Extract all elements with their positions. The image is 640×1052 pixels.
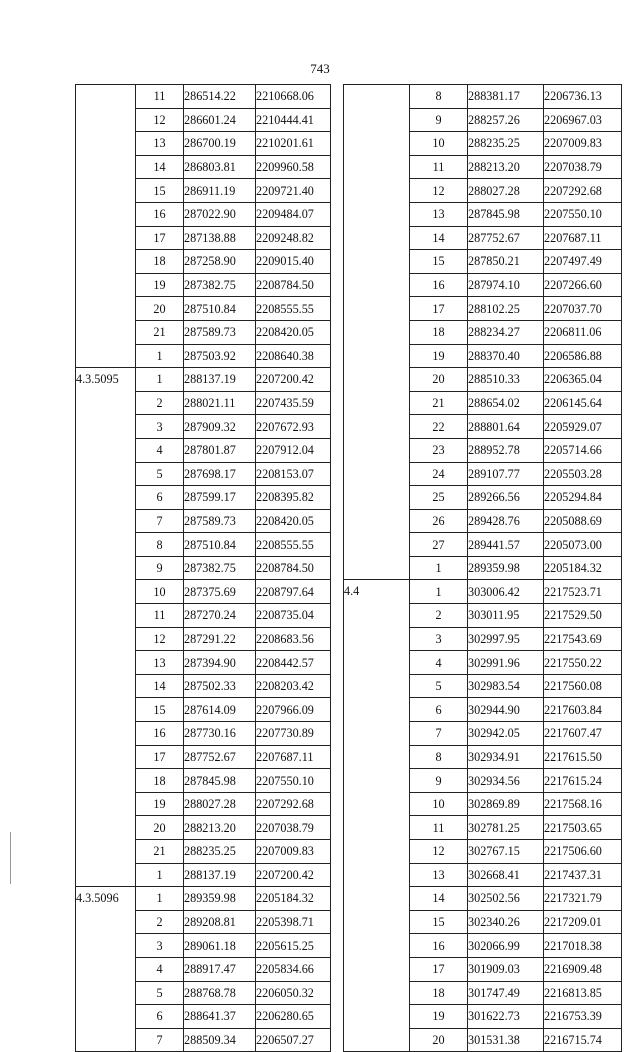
y-coordinate: 2217615.24 — [544, 769, 622, 793]
y-coordinate: 2207009.83 — [256, 840, 331, 864]
point-number: 16 — [410, 273, 468, 297]
y-coordinate: 2209484.07 — [256, 202, 331, 226]
point-number: 1 — [410, 556, 468, 580]
section-label: 4.3.5096 — [76, 887, 136, 1052]
y-coordinate: 2208735.04 — [256, 604, 331, 628]
point-number: 12 — [136, 108, 184, 132]
section-label — [344, 85, 410, 580]
y-coordinate: 2217560.08 — [544, 674, 622, 698]
y-coordinate: 2208153.07 — [256, 462, 331, 486]
point-number: 3 — [136, 934, 184, 958]
y-coordinate: 2207200.42 — [256, 368, 331, 392]
point-number: 12 — [410, 179, 468, 203]
x-coordinate: 286601.24 — [184, 108, 256, 132]
y-coordinate: 2206507.27 — [256, 1028, 331, 1052]
y-coordinate: 2205184.32 — [544, 556, 622, 580]
x-coordinate: 288235.25 — [468, 132, 544, 156]
point-number: 11 — [410, 155, 468, 179]
y-coordinate: 2208442.57 — [256, 651, 331, 675]
x-coordinate: 302340.26 — [468, 910, 544, 934]
point-number: 16 — [410, 934, 468, 958]
x-coordinate: 287382.75 — [184, 273, 256, 297]
point-number: 7 — [410, 722, 468, 746]
point-number: 20 — [136, 297, 184, 321]
x-coordinate: 301531.38 — [468, 1028, 544, 1052]
x-coordinate: 287270.24 — [184, 604, 256, 628]
point-number: 15 — [410, 910, 468, 934]
point-number: 3 — [136, 415, 184, 439]
point-number: 18 — [136, 769, 184, 793]
y-coordinate: 2207037.70 — [544, 297, 622, 321]
y-coordinate: 2208395.82 — [256, 486, 331, 510]
page-number: 743 — [310, 61, 330, 76]
point-number: 25 — [410, 486, 468, 510]
x-coordinate: 288213.20 — [184, 816, 256, 840]
x-coordinate: 287752.67 — [184, 745, 256, 769]
point-number: 13 — [410, 202, 468, 226]
point-number: 20 — [136, 816, 184, 840]
point-number: 18 — [410, 320, 468, 344]
point-number: 2 — [136, 910, 184, 934]
point-number: 15 — [136, 698, 184, 722]
y-coordinate: 2207009.83 — [544, 132, 622, 156]
y-coordinate: 2209015.40 — [256, 250, 331, 274]
point-number: 16 — [136, 722, 184, 746]
point-number: 10 — [136, 580, 184, 604]
y-coordinate: 2207200.42 — [256, 863, 331, 887]
point-number: 24 — [410, 462, 468, 486]
x-coordinate: 287599.17 — [184, 486, 256, 510]
point-number: 2 — [136, 391, 184, 415]
x-coordinate: 287138.88 — [184, 226, 256, 250]
x-coordinate: 302934.56 — [468, 769, 544, 793]
y-coordinate: 2217503.65 — [544, 816, 622, 840]
y-coordinate: 2208555.55 — [256, 297, 331, 321]
y-coordinate: 2207497.49 — [544, 250, 622, 274]
x-coordinate: 288027.28 — [468, 179, 544, 203]
x-coordinate: 302767.15 — [468, 840, 544, 864]
x-coordinate: 287022.90 — [184, 202, 256, 226]
coordinates-table-left — [75, 84, 331, 1052]
point-number: 3 — [410, 627, 468, 651]
point-number: 14 — [410, 887, 468, 911]
point-number: 20 — [410, 368, 468, 392]
point-number: 7 — [136, 509, 184, 533]
y-coordinate: 2206145.64 — [544, 391, 622, 415]
section-label: 4.4 — [344, 580, 410, 1052]
x-coordinate: 303006.42 — [468, 580, 544, 604]
coordinates-table-right — [343, 84, 622, 1052]
x-coordinate: 287850.21 — [468, 250, 544, 274]
point-number: 5 — [136, 462, 184, 486]
point-number: 14 — [136, 674, 184, 698]
x-coordinate: 288509.34 — [184, 1028, 256, 1052]
x-coordinate: 288027.28 — [184, 792, 256, 816]
table-row — [76, 368, 331, 392]
x-coordinate: 288137.19 — [184, 368, 256, 392]
y-coordinate: 2216715.74 — [544, 1028, 622, 1052]
point-number: 11 — [410, 816, 468, 840]
point-number: 4 — [410, 651, 468, 675]
x-coordinate: 286803.81 — [184, 155, 256, 179]
x-coordinate: 288137.19 — [184, 863, 256, 887]
y-coordinate: 2217209.01 — [544, 910, 622, 934]
x-coordinate: 286514.22 — [184, 85, 256, 109]
y-coordinate: 2210201.61 — [256, 132, 331, 156]
point-number: 26 — [410, 509, 468, 533]
point-number: 23 — [410, 438, 468, 462]
y-coordinate: 2205929.07 — [544, 415, 622, 439]
y-coordinate: 2207292.68 — [256, 792, 331, 816]
x-coordinate: 287974.10 — [468, 273, 544, 297]
table-row — [76, 85, 331, 109]
y-coordinate: 2207038.79 — [544, 155, 622, 179]
x-coordinate: 301909.03 — [468, 957, 544, 981]
point-number: 5 — [410, 674, 468, 698]
point-number: 9 — [136, 556, 184, 580]
x-coordinate: 289441.57 — [468, 533, 544, 557]
y-coordinate: 2216753.39 — [544, 1005, 622, 1029]
y-coordinate: 2210444.41 — [256, 108, 331, 132]
x-coordinate: 302942.05 — [468, 722, 544, 746]
point-number: 22 — [410, 415, 468, 439]
x-coordinate: 302934.91 — [468, 745, 544, 769]
y-coordinate: 2206967.03 — [544, 108, 622, 132]
y-coordinate: 2207687.11 — [544, 226, 622, 250]
x-coordinate: 288952.78 — [468, 438, 544, 462]
x-coordinate: 288213.20 — [468, 155, 544, 179]
x-coordinate: 287382.75 — [184, 556, 256, 580]
point-number: 20 — [410, 1028, 468, 1052]
y-coordinate: 2207550.10 — [544, 202, 622, 226]
point-number: 14 — [136, 155, 184, 179]
point-number: 4 — [136, 957, 184, 981]
point-number: 12 — [136, 627, 184, 651]
point-number: 21 — [410, 391, 468, 415]
x-coordinate: 288641.37 — [184, 1005, 256, 1029]
point-number: 11 — [136, 85, 184, 109]
y-coordinate: 2208784.50 — [256, 556, 331, 580]
y-coordinate: 2206736.13 — [544, 85, 622, 109]
y-coordinate: 2208420.05 — [256, 320, 331, 344]
y-coordinate: 2208797.64 — [256, 580, 331, 604]
x-coordinate: 302944.90 — [468, 698, 544, 722]
x-coordinate: 288021.11 — [184, 391, 256, 415]
table-row — [76, 887, 331, 911]
y-coordinate: 2208784.50 — [256, 273, 331, 297]
x-coordinate: 287258.90 — [184, 250, 256, 274]
point-number: 7 — [136, 1028, 184, 1052]
y-coordinate: 2206050.32 — [256, 981, 331, 1005]
x-coordinate: 289428.76 — [468, 509, 544, 533]
x-coordinate: 288257.26 — [468, 108, 544, 132]
y-coordinate: 2205184.32 — [256, 887, 331, 911]
y-coordinate: 2205088.69 — [544, 509, 622, 533]
x-coordinate: 287698.17 — [184, 462, 256, 486]
y-coordinate: 2217523.71 — [544, 580, 622, 604]
y-coordinate: 2208683.56 — [256, 627, 331, 651]
y-coordinate: 2207266.60 — [544, 273, 622, 297]
y-coordinate: 2217506.60 — [544, 840, 622, 864]
point-number: 10 — [410, 132, 468, 156]
x-coordinate: 289061.18 — [184, 934, 256, 958]
section-label: 4.3.5095 — [76, 368, 136, 887]
x-coordinate: 287394.90 — [184, 651, 256, 675]
point-number: 13 — [410, 863, 468, 887]
y-coordinate: 2207966.09 — [256, 698, 331, 722]
x-coordinate: 287730.16 — [184, 722, 256, 746]
y-coordinate: 2207550.10 — [256, 769, 331, 793]
x-coordinate: 286700.19 — [184, 132, 256, 156]
x-coordinate: 287503.92 — [184, 344, 256, 368]
x-coordinate: 287589.73 — [184, 509, 256, 533]
point-number: 17 — [136, 226, 184, 250]
point-number: 14 — [410, 226, 468, 250]
y-coordinate: 2207435.59 — [256, 391, 331, 415]
y-coordinate: 2209960.58 — [256, 155, 331, 179]
y-coordinate: 2217615.50 — [544, 745, 622, 769]
y-coordinate: 2207672.93 — [256, 415, 331, 439]
x-coordinate: 302991.96 — [468, 651, 544, 675]
y-coordinate: 2216813.85 — [544, 981, 622, 1005]
point-number: 1 — [136, 887, 184, 911]
y-coordinate: 2205503.28 — [544, 462, 622, 486]
y-coordinate: 2205615.25 — [256, 934, 331, 958]
x-coordinate: 287909.32 — [184, 415, 256, 439]
point-number: 16 — [136, 202, 184, 226]
y-coordinate: 2208203.42 — [256, 674, 331, 698]
x-coordinate: 302781.25 — [468, 816, 544, 840]
point-number: 19 — [136, 273, 184, 297]
x-coordinate: 289107.77 — [468, 462, 544, 486]
x-coordinate: 302502.56 — [468, 887, 544, 911]
x-coordinate: 287510.84 — [184, 297, 256, 321]
point-number: 6 — [136, 486, 184, 510]
x-coordinate: 302066.99 — [468, 934, 544, 958]
point-number: 18 — [136, 250, 184, 274]
y-coordinate: 2217529.50 — [544, 604, 622, 628]
x-coordinate: 289208.81 — [184, 910, 256, 934]
point-number: 11 — [136, 604, 184, 628]
y-coordinate: 2217607.47 — [544, 722, 622, 746]
x-coordinate: 287845.98 — [184, 769, 256, 793]
point-number: 27 — [410, 533, 468, 557]
point-number: 19 — [410, 1005, 468, 1029]
point-number: 15 — [136, 179, 184, 203]
y-coordinate: 2217543.69 — [544, 627, 622, 651]
y-coordinate: 2206586.88 — [544, 344, 622, 368]
y-coordinate: 2217437.31 — [544, 863, 622, 887]
section-label — [76, 85, 136, 368]
x-coordinate: 302983.54 — [468, 674, 544, 698]
point-number: 1 — [410, 580, 468, 604]
x-coordinate: 301747.49 — [468, 981, 544, 1005]
x-coordinate: 302668.41 — [468, 863, 544, 887]
y-coordinate: 2217550.22 — [544, 651, 622, 675]
x-coordinate: 302997.95 — [468, 627, 544, 651]
x-coordinate: 288235.25 — [184, 840, 256, 864]
y-coordinate: 2217321.79 — [544, 887, 622, 911]
point-number: 13 — [136, 132, 184, 156]
table-row — [344, 85, 622, 109]
point-number: 1 — [136, 368, 184, 392]
x-coordinate: 289359.98 — [184, 887, 256, 911]
x-coordinate: 287614.09 — [184, 698, 256, 722]
point-number: 5 — [136, 981, 184, 1005]
y-coordinate: 2205073.00 — [544, 533, 622, 557]
point-number: 19 — [410, 344, 468, 368]
point-number: 12 — [410, 840, 468, 864]
y-coordinate: 2205294.84 — [544, 486, 622, 510]
x-coordinate: 287752.67 — [468, 226, 544, 250]
y-coordinate: 2207730.89 — [256, 722, 331, 746]
point-number: 21 — [136, 840, 184, 864]
x-coordinate: 287845.98 — [468, 202, 544, 226]
y-coordinate: 2210668.06 — [256, 85, 331, 109]
x-coordinate: 288917.47 — [184, 957, 256, 981]
y-coordinate: 2206280.65 — [256, 1005, 331, 1029]
point-number: 17 — [410, 957, 468, 981]
y-coordinate: 2209721.40 — [256, 179, 331, 203]
point-number: 19 — [136, 792, 184, 816]
x-coordinate: 287510.84 — [184, 533, 256, 557]
y-coordinate: 2206811.06 — [544, 320, 622, 344]
y-coordinate: 2208555.55 — [256, 533, 331, 557]
y-coordinate: 2209248.82 — [256, 226, 331, 250]
x-coordinate: 287589.73 — [184, 320, 256, 344]
y-coordinate: 2206365.04 — [544, 368, 622, 392]
x-coordinate: 288370.40 — [468, 344, 544, 368]
y-coordinate: 2208640.38 — [256, 344, 331, 368]
x-coordinate: 288654.02 — [468, 391, 544, 415]
point-number: 13 — [136, 651, 184, 675]
x-coordinate: 289266.56 — [468, 486, 544, 510]
y-coordinate: 2208420.05 — [256, 509, 331, 533]
y-coordinate: 2217603.84 — [544, 698, 622, 722]
y-coordinate: 2207687.11 — [256, 745, 331, 769]
x-coordinate: 288381.17 — [468, 85, 544, 109]
x-coordinate: 288510.33 — [468, 368, 544, 392]
x-coordinate: 288102.25 — [468, 297, 544, 321]
x-coordinate: 302869.89 — [468, 792, 544, 816]
point-number: 4 — [136, 438, 184, 462]
x-coordinate: 287375.69 — [184, 580, 256, 604]
point-number: 10 — [410, 792, 468, 816]
x-coordinate: 287291.22 — [184, 627, 256, 651]
point-number: 8 — [136, 533, 184, 557]
y-coordinate: 2207292.68 — [544, 179, 622, 203]
point-number: 8 — [410, 745, 468, 769]
x-coordinate: 287502.33 — [184, 674, 256, 698]
y-coordinate: 2217568.16 — [544, 792, 622, 816]
table-row — [344, 580, 622, 604]
y-coordinate: 2205714.66 — [544, 438, 622, 462]
y-coordinate: 2205834.66 — [256, 957, 331, 981]
point-number: 1 — [136, 344, 184, 368]
x-coordinate: 289359.98 — [468, 556, 544, 580]
x-coordinate: 288801.64 — [468, 415, 544, 439]
point-number: 21 — [136, 320, 184, 344]
y-coordinate: 2217018.38 — [544, 934, 622, 958]
point-number: 15 — [410, 250, 468, 274]
y-coordinate: 2216909.48 — [544, 957, 622, 981]
y-coordinate: 2207038.79 — [256, 816, 331, 840]
point-number: 8 — [410, 85, 468, 109]
x-coordinate: 288768.78 — [184, 981, 256, 1005]
x-coordinate: 301622.73 — [468, 1005, 544, 1029]
point-number: 17 — [410, 297, 468, 321]
point-number: 2 — [410, 604, 468, 628]
point-number: 9 — [410, 108, 468, 132]
y-coordinate: 2205398.71 — [256, 910, 331, 934]
y-coordinate: 2207912.04 — [256, 438, 331, 462]
point-number: 17 — [136, 745, 184, 769]
x-coordinate: 303011.95 — [468, 604, 544, 628]
x-coordinate: 286911.19 — [184, 179, 256, 203]
x-coordinate: 288234.27 — [468, 320, 544, 344]
point-number: 6 — [410, 698, 468, 722]
x-coordinate: 287801.87 — [184, 438, 256, 462]
point-number: 18 — [410, 981, 468, 1005]
left-margin-mark — [10, 832, 11, 884]
point-number: 1 — [136, 863, 184, 887]
point-number: 6 — [136, 1005, 184, 1029]
point-number: 9 — [410, 769, 468, 793]
